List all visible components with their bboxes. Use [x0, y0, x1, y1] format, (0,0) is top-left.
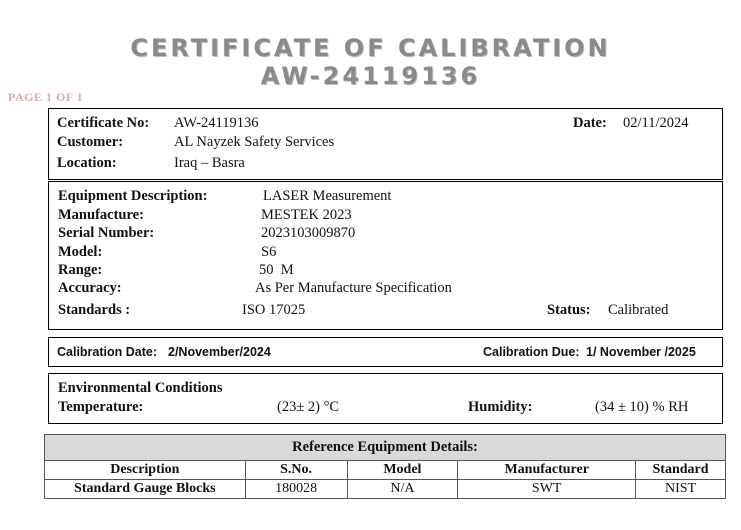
location-label: Location:: [57, 155, 117, 171]
manufacture-label: Manufacture:: [58, 207, 144, 223]
equipment-description-value: LASER Measurement: [263, 188, 392, 204]
environment-heading: Environmental Conditions: [58, 380, 223, 396]
row-manufacturer: SWT: [458, 480, 636, 499]
humidity-value: (34 ± 10) % RH: [595, 399, 689, 415]
date-value: 02/11/2024: [623, 115, 689, 131]
accuracy-value: As Per Manufacture Specification: [255, 280, 452, 296]
manufacture-value: MESTEK 2023: [261, 207, 352, 223]
row-sno: 180028: [245, 480, 347, 499]
temperature-value: (23± 2) °C: [277, 399, 340, 415]
col-description: Description: [45, 461, 246, 480]
location-value: Iraq – Basra: [174, 155, 245, 171]
equipment-description-label: Equipment Description:: [58, 188, 208, 204]
table-row: [45, 480, 726, 499]
reference-equipment-table: [44, 434, 726, 499]
customer-value: AL Nayzek Safety Services: [174, 134, 335, 150]
cert-no-label: Certificate No:: [57, 115, 150, 131]
col-standard: Standard: [636, 461, 726, 480]
model-value: S6: [261, 244, 277, 260]
calibration-due-value: 1/ November /2025: [586, 345, 696, 359]
serial-value: 2023103009870: [261, 225, 356, 241]
col-sno: S.No.: [245, 461, 347, 480]
range-value: 50 M: [259, 262, 294, 278]
environment-box: [48, 373, 723, 424]
calibration-date-value: 2/November/2024: [168, 345, 271, 359]
certificate-number-title: AW-24119136: [260, 62, 481, 90]
serial-label: Serial Number:: [58, 225, 155, 241]
col-manufacturer: Manufacturer: [458, 461, 636, 480]
cert-no-value: AW-24119136: [174, 115, 259, 131]
reference-header-row: [45, 461, 726, 480]
row-model: N/A: [347, 480, 458, 499]
page-label: PAGE 1 OF 1: [8, 90, 84, 104]
row-description: Standard Gauge Blocks: [45, 480, 246, 499]
equipment-box: [48, 181, 723, 330]
temperature-label: Temperature:: [58, 399, 144, 415]
accuracy-label: Accuracy:: [58, 280, 122, 296]
calibration-dates-box: [48, 337, 723, 367]
status-label: Status:: [547, 302, 591, 318]
reference-heading: Reference Equipment Details:: [45, 435, 726, 461]
col-model: Model: [347, 461, 458, 480]
standards-label: Standards :: [58, 302, 131, 318]
humidity-label: Humidity:: [468, 399, 533, 415]
range-label: Range:: [58, 262, 103, 278]
model-label: Model:: [58, 244, 103, 260]
certificate-info-box: [48, 108, 723, 180]
standards-value: ISO 17025: [242, 302, 306, 318]
certificate-title: CERTIFICATE OF CALIBRATION: [130, 34, 611, 62]
calibration-due-label: Calibration Due:: [483, 345, 580, 359]
date-label: Date:: [573, 115, 607, 131]
row-standard: NIST: [636, 480, 726, 499]
status-value: Calibrated: [608, 302, 669, 318]
customer-label: Customer:: [57, 134, 124, 150]
calibration-date-label: Calibration Date:: [57, 345, 158, 359]
